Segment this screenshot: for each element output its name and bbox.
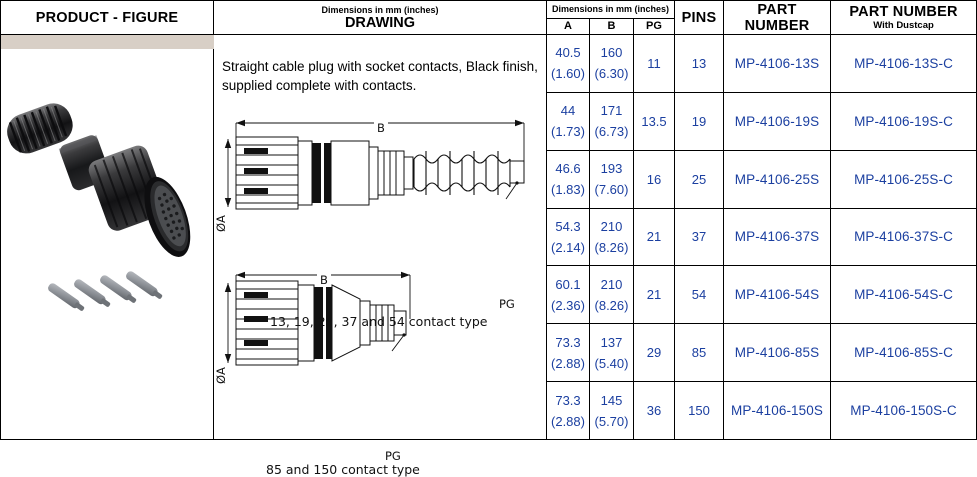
header-part-number-dustcap <box>831 1 977 35</box>
top-cable-end <box>510 161 524 183</box>
top-body-2 <box>331 141 369 205</box>
top-gland-nut <box>378 151 404 195</box>
cell-part-number-dustcap[interactable]: MP-4106-54S-C <box>831 266 977 324</box>
dim-b-in: (6.30) <box>594 66 629 82</box>
caption-bottom-contact-types: 85 and 150 contact type <box>266 462 420 477</box>
cell-pg: 29 <box>634 324 675 382</box>
cell-dim-a <box>547 324 590 382</box>
cell-pg: 36 <box>634 382 675 440</box>
header-dimensions-note: Dimensions in mm (inches) <box>547 1 675 19</box>
cell-part-number-dustcap[interactable]: MP-4106-19S-C <box>831 92 977 150</box>
cell-part-number[interactable]: MP-4106-37S <box>724 208 831 266</box>
dim-a-mm: 60.1 <box>555 276 581 292</box>
dim-b-in: (8.26) <box>594 297 629 313</box>
cell-pins: 37 <box>675 208 724 266</box>
figure-top-band <box>1 35 214 49</box>
cell-part-number-dustcap[interactable]: MP-4106-85S-C <box>831 324 977 382</box>
dim-a-mm: 73.3 <box>555 334 581 350</box>
cell-part-number[interactable]: MP-4106-85S <box>724 324 831 382</box>
cell-pg: 21 <box>634 266 675 324</box>
dim-b-in: (6.73) <box>594 124 629 140</box>
product-description: Straight cable plug with socket contacts, Black finish, supplied complete with contacts. <box>222 59 538 93</box>
cell-pins: 54 <box>675 266 724 324</box>
label-pg-bottom: PG <box>385 449 401 463</box>
technical-drawing <box>214 49 546 477</box>
dim-b-mm: 145 <box>600 392 623 408</box>
top-gland-collar <box>404 157 413 189</box>
caption-top-contact-types: 13, 19, 25, 37 and 54 contact type <box>270 314 488 329</box>
top-shoulder <box>369 147 378 199</box>
cell-part-number[interactable]: MP-4106-13S <box>724 35 831 93</box>
cell-pins: 19 <box>675 92 724 150</box>
cell-pins: 25 <box>675 150 724 208</box>
product-figure-cell <box>1 35 214 440</box>
label-b-bottom: B <box>317 273 331 287</box>
dim-b-in: (7.60) <box>594 182 629 198</box>
loose-contacts <box>47 270 165 313</box>
dim-b-in: (5.70) <box>594 413 629 429</box>
label-diameter-a-bottom: ØA <box>214 367 228 384</box>
table-header-row-1 <box>1 1 977 19</box>
cell-dim-b <box>590 150 634 208</box>
cell-dim-b <box>590 92 634 150</box>
label-diameter-a-top: ØA <box>214 215 228 232</box>
dimension-a-top <box>225 139 231 207</box>
cell-dim-a <box>547 382 590 440</box>
cell-pins: 13 <box>675 35 724 93</box>
top-band-2 <box>324 143 331 203</box>
cell-pins: 85 <box>675 324 724 382</box>
header-part-number-dustcap-line2: With Dustcap <box>873 20 934 31</box>
header-drawing <box>214 1 547 35</box>
cell-part-number[interactable]: MP-4106-19S <box>724 92 831 150</box>
header-product-figure: PRODUCT - FIGURE <box>1 1 214 35</box>
dim-a-in: (2.88) <box>551 355 585 371</box>
dim-b-mm: 210 <box>600 276 623 292</box>
dim-a-in: (1.83) <box>551 182 585 198</box>
cell-part-number-dustcap[interactable]: MP-4106-150S-C <box>831 382 977 440</box>
header-dim-a: A <box>547 18 590 35</box>
top-coil-strain-relief <box>414 151 510 195</box>
top-coupling-nut <box>236 137 298 209</box>
cell-pg: 21 <box>634 208 675 266</box>
cell-dim-a <box>547 150 590 208</box>
dimension-a-bottom <box>225 283 231 363</box>
connector-photo-svg <box>1 35 214 434</box>
dim-b-mm: 160 <box>600 45 623 61</box>
cell-part-number[interactable]: MP-4106-54S <box>724 266 831 324</box>
dim-a-in: (2.88) <box>551 413 585 429</box>
dim-a-mm: 46.6 <box>555 161 581 177</box>
dim-a-in: (1.60) <box>551 66 585 82</box>
drawing-svg <box>214 95 547 425</box>
dim-a-in: (2.14) <box>551 239 585 255</box>
cell-part-number-dustcap[interactable]: MP-4106-25S-C <box>831 150 977 208</box>
table-row <box>1 35 977 93</box>
cell-dim-a <box>547 208 590 266</box>
header-dim-b: B <box>590 18 634 35</box>
header-dim-pg: PG <box>634 18 675 35</box>
cell-dim-b <box>590 382 634 440</box>
cell-dim-a <box>547 266 590 324</box>
dim-b-mm: 210 <box>600 218 623 234</box>
cell-pg: 16 <box>634 150 675 208</box>
cell-dim-b <box>590 266 634 324</box>
dim-b-in: (8.26) <box>594 239 629 255</box>
dim-a-mm: 44 <box>560 103 576 119</box>
dim-a-mm: 40.5 <box>555 45 581 61</box>
cell-pg: 11 <box>634 35 675 93</box>
dim-a-in: (1.73) <box>551 124 585 140</box>
dim-a-mm: 54.3 <box>555 218 581 234</box>
cell-dim-a <box>547 35 590 93</box>
header-drawing-dimensions-note: Dimensions in mm (inches) <box>321 5 439 15</box>
cell-part-number-dustcap[interactable]: MP-4106-13S-C <box>831 35 977 93</box>
dim-b-in: (5.40) <box>594 355 629 371</box>
dim-b-mm: 137 <box>600 334 623 350</box>
cell-part-number[interactable]: MP-4106-150S <box>724 382 831 440</box>
cell-pg: 13.5 <box>634 92 675 150</box>
cell-part-number[interactable]: MP-4106-25S <box>724 150 831 208</box>
dim-a-mm: 73.3 <box>555 392 581 408</box>
cell-pins: 150 <box>675 382 724 440</box>
cell-dim-b <box>590 35 634 93</box>
header-drawing-label: DRAWING <box>344 15 416 31</box>
dim-b-mm: 171 <box>600 103 623 119</box>
header-pins: PINS <box>675 1 724 35</box>
product-photo <box>1 35 213 439</box>
label-b-top: B <box>374 121 388 135</box>
label-pg-top: PG <box>499 297 515 311</box>
drawing-cell <box>214 35 547 477</box>
dim-a-in: (2.36) <box>551 297 585 313</box>
cell-dim-a <box>547 92 590 150</box>
top-band-1 <box>312 143 321 203</box>
header-part-number: PART NUMBER <box>724 1 831 35</box>
top-body-1 <box>298 141 312 205</box>
dim-b-mm: 193 <box>600 161 623 177</box>
cell-dim-b <box>590 324 634 382</box>
cell-dim-b <box>590 208 634 266</box>
cell-part-number-dustcap[interactable]: MP-4106-37S-C <box>831 208 977 266</box>
header-part-number-dustcap-line1: PART NUMBER <box>849 4 958 20</box>
